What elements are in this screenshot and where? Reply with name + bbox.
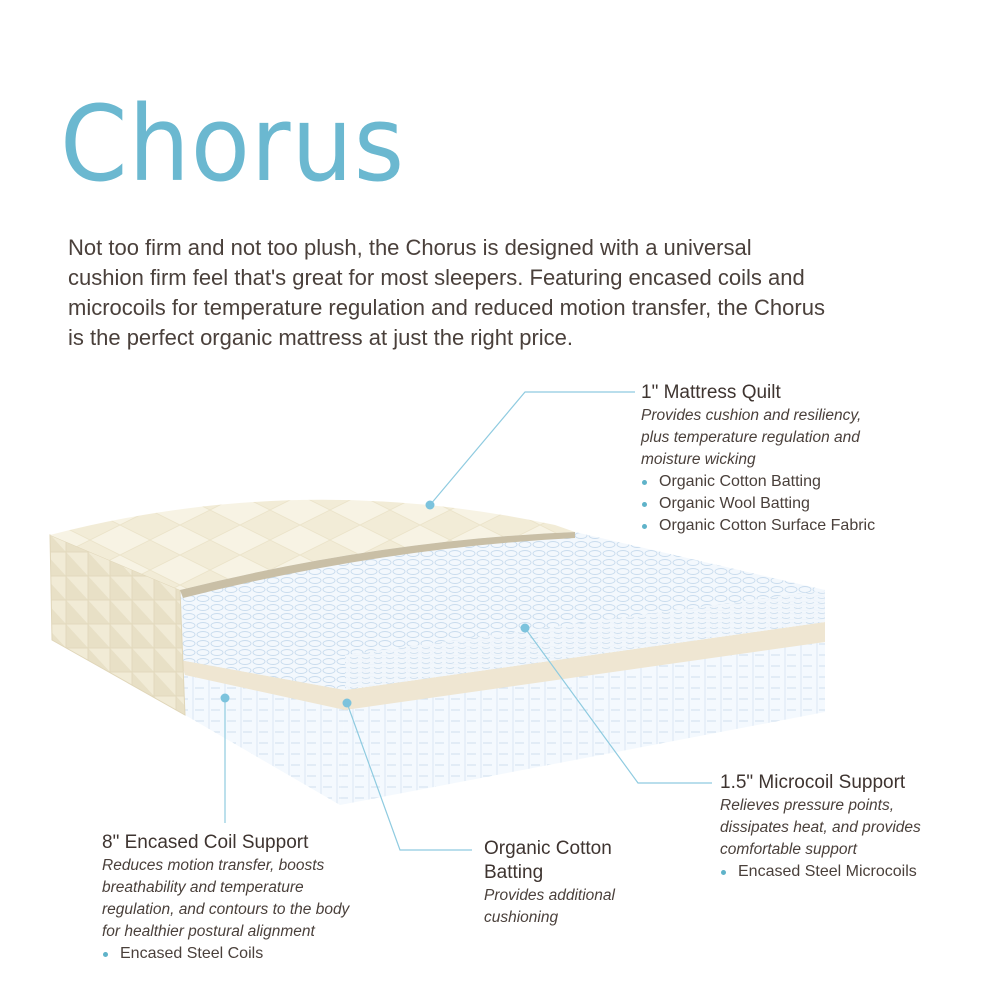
desc-line: plus temperature regulation and bbox=[641, 429, 860, 446]
material-item: Organic Wool Batting bbox=[641, 493, 875, 515]
callout-description bbox=[102, 855, 349, 943]
callout-heading: 1" Mattress Quilt bbox=[641, 382, 781, 403]
material-item: Encased Steel Coils bbox=[102, 943, 349, 965]
desc-line: comfortable support bbox=[720, 841, 857, 858]
callout-description bbox=[641, 405, 875, 471]
heading-line: Organic Cotton bbox=[484, 838, 612, 859]
material-item: Organic Cotton Surface Fabric bbox=[641, 515, 875, 537]
callout-heading: 1.5" Microcoil Support bbox=[720, 772, 906, 793]
material-item: Encased Steel Microcoils bbox=[720, 861, 921, 883]
intro-line: Not too firm and not too plush, the Chorus is designed with a universal bbox=[68, 235, 752, 260]
callout-microcoil-support bbox=[720, 771, 921, 883]
material-list bbox=[102, 943, 349, 965]
desc-line: cushioning bbox=[484, 909, 559, 926]
intro-line: cushion firm feel that's great for most sleepers. Featuring encased coils and bbox=[68, 265, 805, 290]
material-list bbox=[641, 471, 875, 537]
material-item: Organic Cotton Batting bbox=[641, 471, 875, 493]
desc-line: Provides cushion and resiliency, bbox=[641, 407, 862, 424]
desc-line: dissipates heat, and provides bbox=[720, 819, 921, 836]
desc-line: Relieves pressure points, bbox=[720, 797, 895, 814]
desc-line: for healthier postural alignment bbox=[102, 923, 315, 940]
heading-line: Batting bbox=[484, 862, 544, 883]
intro-line: is the perfect organic mattress at just the right price. bbox=[68, 325, 574, 350]
callout-mattress-quilt bbox=[641, 381, 875, 537]
callout-description bbox=[484, 885, 615, 929]
desc-line: Provides additional bbox=[484, 887, 615, 904]
desc-line: regulation, and contours to the body bbox=[102, 901, 350, 918]
desc-line: Reduces motion transfer, boosts bbox=[102, 857, 325, 874]
callout-heading: 8" Encased Coil Support bbox=[102, 832, 309, 853]
callout-organic-cotton-batting bbox=[484, 837, 615, 929]
intro-line: microcoils for temperature regulation and reduced motion transfer, the Chorus bbox=[68, 295, 825, 320]
callout-encased-coil-support bbox=[102, 831, 349, 965]
product-title: Chorus bbox=[60, 83, 406, 205]
callout-heading bbox=[484, 837, 615, 885]
desc-line: breathability and temperature bbox=[102, 879, 304, 896]
material-list bbox=[720, 861, 921, 883]
callout-description bbox=[720, 795, 921, 861]
desc-line: moisture wicking bbox=[641, 451, 756, 468]
